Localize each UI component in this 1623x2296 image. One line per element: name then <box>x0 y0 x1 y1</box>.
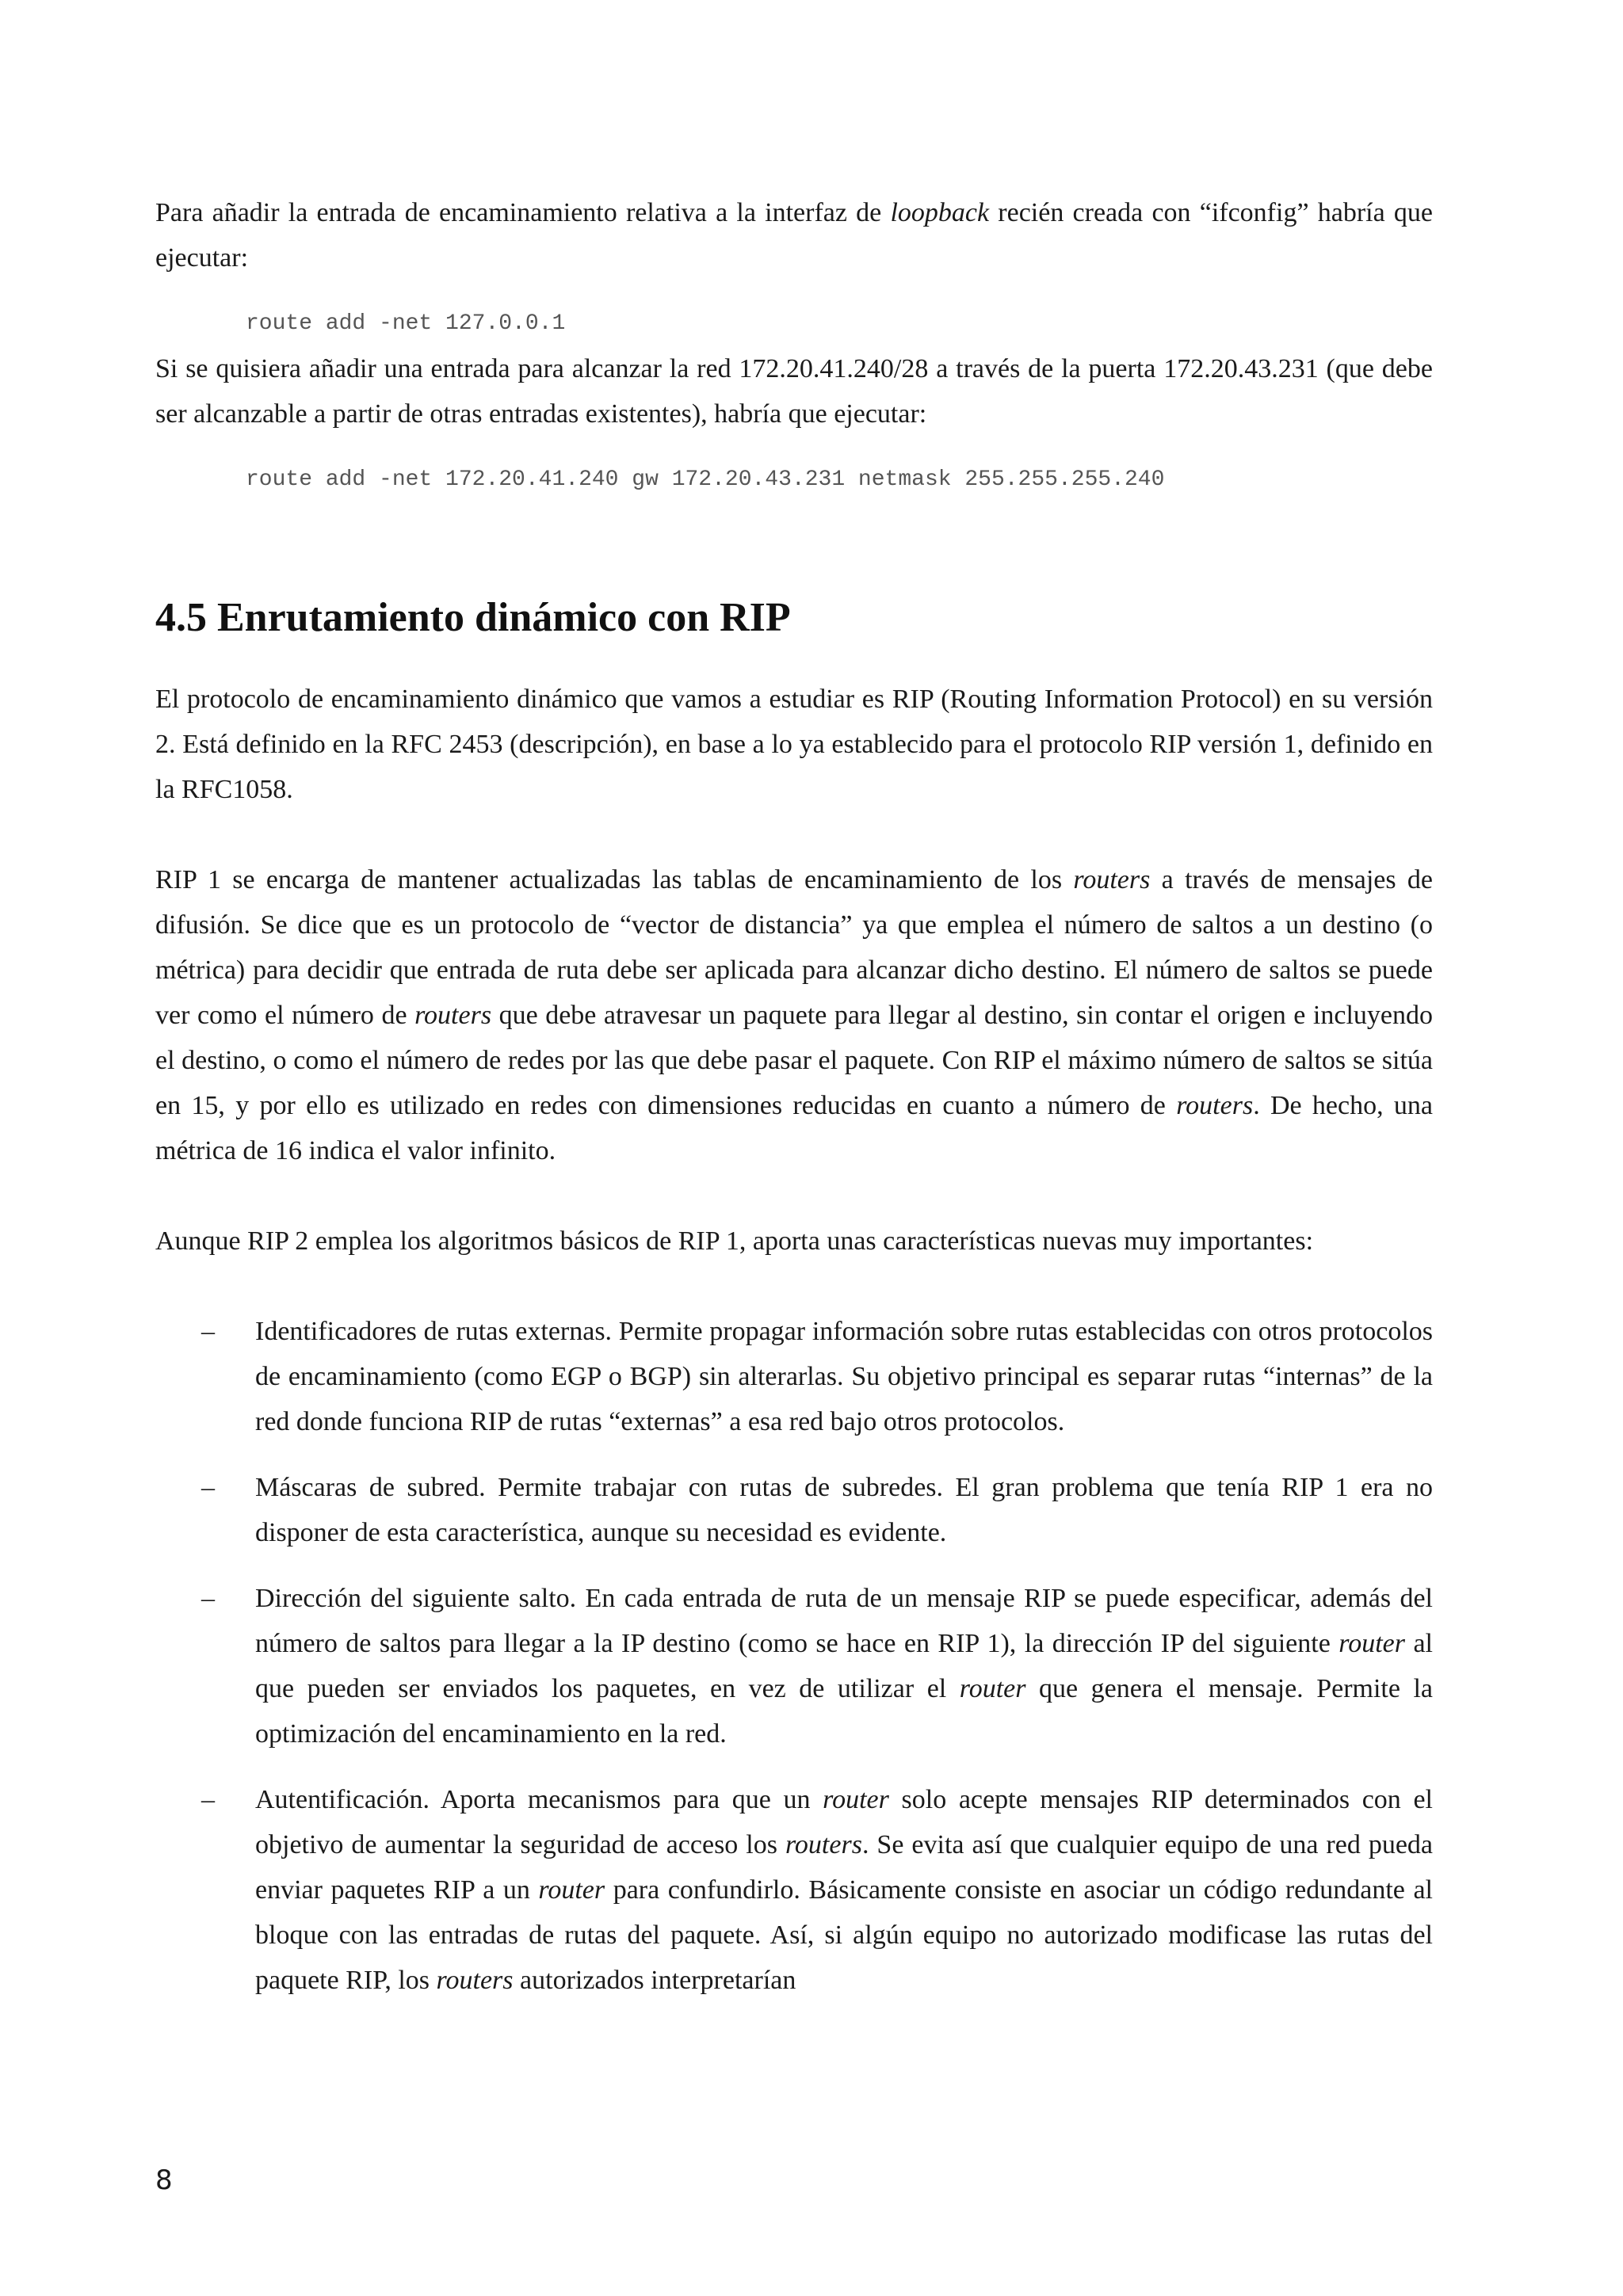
list-item-authentication <box>155 1777 1433 2003</box>
italic-term: router <box>823 1785 889 1814</box>
text-run: . Se evita así que cualquier equipo de una red pueda enviar paquetes RIP a un <box>255 1830 1433 1905</box>
document-page <box>155 190 1433 2023</box>
text-run: para confundirlo. Básicamente consiste en asociar un código redundante al bloque con las entradas de rutas del paquete. Así, si algún equipo no autorizado modificase las rutas del paquete RIP, los <box>255 1875 1433 1995</box>
italic-term: routers <box>1073 865 1151 894</box>
section-heading: 4.5 Enrutamiento dinámico con RIP <box>155 595 791 640</box>
italic-term: router <box>1338 1629 1405 1658</box>
code-route-gateway: route add -net 172.20.41.240 gw 172.20.43.231 netmask 255.255.255.240 <box>246 467 1165 492</box>
italic-term: loopback <box>890 198 990 227</box>
rip-intro-paragraph: El protocolo de encaminamiento dinámico que vamos a estudiar es RIP (Routing Information Protocol) en su versión 2. Está definido en la RFC 2453 (descripción), en base a lo ya establecido para el protocolo RIP versión 1, definido en la RFC1058. <box>155 685 1433 804</box>
text-run: solo acepte mensajes RIP determinados con el objetivo de aumentar la seguridad de acceso los <box>255 1785 1433 1859</box>
list-item-text <box>255 1576 1433 1756</box>
text-run: autorizados interpretarían <box>513 1966 796 1995</box>
intro-paragraph <box>155 190 1433 280</box>
list-item-external-routes <box>155 1309 1433 1444</box>
text-run: al que pueden ser enviados los paquetes, en vez de utilizar el <box>255 1629 1433 1703</box>
paragraph-gap <box>155 812 1433 857</box>
code-route-loopback: route add -net 127.0.0.1 <box>246 311 566 336</box>
text-run: Dirección del siguiente salto. En cada entrada de ruta de un mensaje RIP se puede especificar, además del número de saltos para llegar a la IP destino (como se hace en RIP 1), la dirección IP del siguiente <box>255 1584 1433 1658</box>
route-gateway-paragraph: Si se quisiera añadir una entrada para alcanzar la red 172.20.41.240/28 a través de la puerta 172.20.43.231 (que debe ser alcanzable a partir de otras entradas existentes), habría que ejecutar: <box>155 354 1433 429</box>
text-run: recién creada con “ifconfig” habría que ejecutar: <box>155 198 1433 273</box>
italic-term: router <box>538 1875 605 1905</box>
features-list <box>155 1309 1433 2003</box>
rip2-paragraph: Aunque RIP 2 emplea los algoritmos básicos de RIP 1, aporta unas características nuevas muy importantes: <box>155 1226 1314 1256</box>
text-run: a través de mensajes de difusión. Se dice que es un protocolo de “vector de distancia” ya que emplea el número de saltos a un destino (o métrica) para decidir que entrada de ruta debe ser aplicada para alcanzar dicho destino. El número de saltos se puede ver como el número de <box>155 865 1433 1030</box>
italic-term: router <box>959 1674 1026 1703</box>
list-item-subnet-masks <box>155 1465 1433 1555</box>
text-run: RIP 1 se encarga de mantener actualizadas las tablas de encaminamiento de los <box>155 865 1074 894</box>
dash-bullet: – <box>201 1785 215 1814</box>
dash-bullet: – <box>201 1317 215 1346</box>
list-item-text: Identificadores de rutas externas. Permite propagar información sobre rutas establecidas con otros protocolos de encaminamiento (como EGP o BGP) sin alterarlas. Su objetivo principal es separar rutas “internas” de la red donde funciona RIP de rutas “externas” a esa red bajo otros protocolos. <box>255 1317 1433 1436</box>
text-run: Autentificación. Aporta mecanismos para que un <box>255 1785 823 1814</box>
paragraph-gap <box>155 1173 1433 1219</box>
page-number: 8 <box>155 2164 173 2196</box>
italic-term: routers <box>1176 1091 1254 1120</box>
list-item-text: Máscaras de subred. Permite trabajar con rutas de subredes. El gran problema que tenía RIP 1 era no disponer de esta característica, aunque su necesidad es evidente. <box>255 1473 1433 1547</box>
text-run: Para añadir la entrada de encaminamiento relativa a la interfaz de <box>155 198 891 227</box>
rip1-paragraph <box>155 857 1433 1173</box>
paragraph-gap <box>155 1264 1433 1309</box>
dash-bullet: – <box>201 1473 215 1502</box>
dash-bullet: – <box>201 1584 215 1613</box>
italic-term: routers <box>414 1001 492 1030</box>
italic-term: routers <box>785 1830 862 1859</box>
text-run: . De hecho, una métrica de 16 indica el valor infinito. <box>155 1091 1433 1165</box>
text-run: que debe atravesar un paquete para llegar al destino, sin contar el origen e incluyendo el destino, o como el número de redes por las que debe pasar el paquete. Con RIP el máximo número de saltos se sitúa en 15, y por ello es utilizado en redes con dimensiones reducidas en cuanto a número de <box>155 1001 1433 1120</box>
text-run: que genera el mensaje. Permite la optimización del encaminamiento en la red. <box>255 1674 1433 1749</box>
list-item-text <box>255 1777 1433 2003</box>
list-item-next-hop <box>155 1576 1433 1756</box>
italic-term: routers <box>436 1966 514 1995</box>
